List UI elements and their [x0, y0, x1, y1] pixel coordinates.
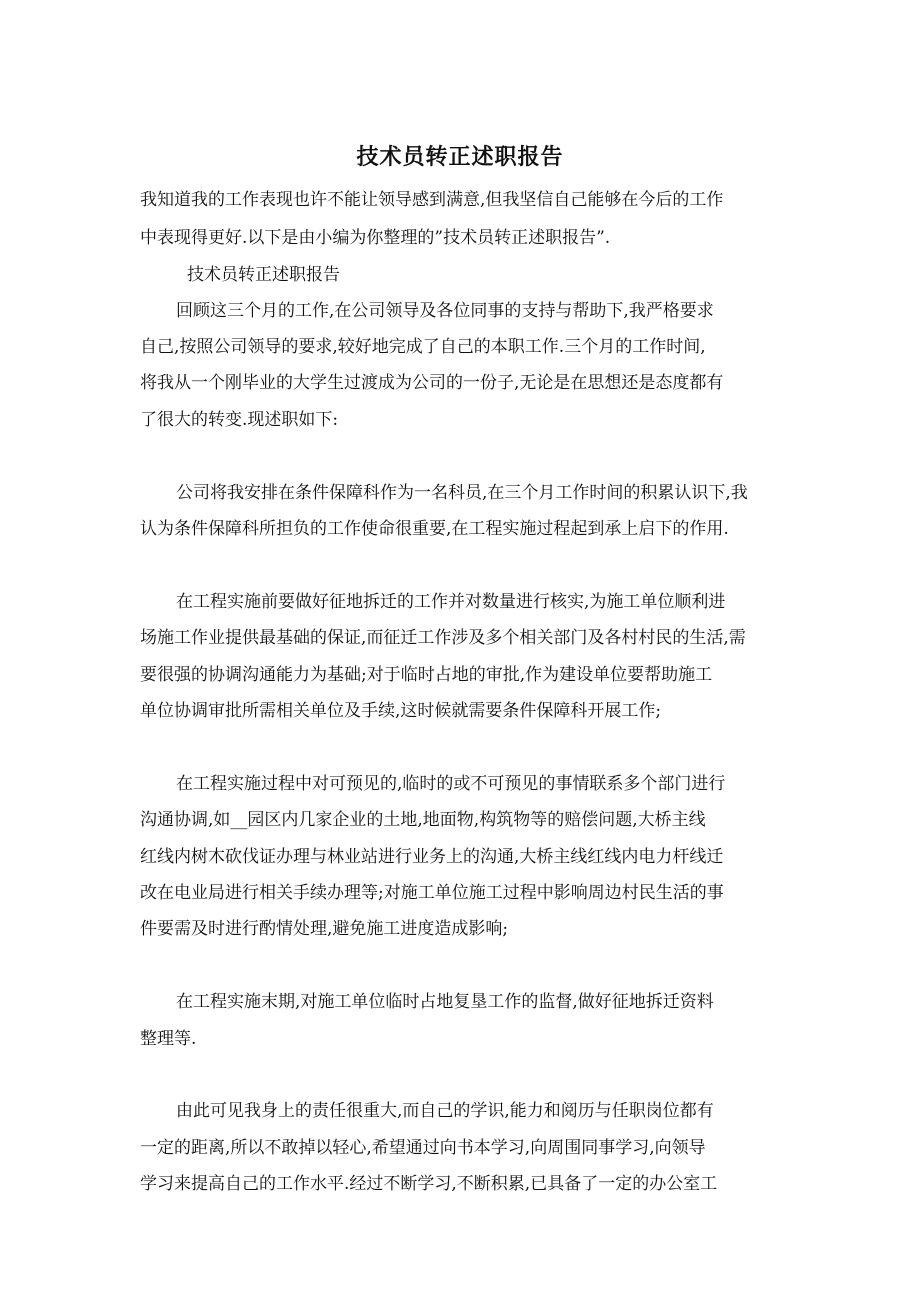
- paragraph-line: 整理等.: [140, 1029, 197, 1049]
- paragraph-line: 回顾这三个月的工作,在公司领导及各位同事的支持与帮助下,我严格要求: [176, 301, 714, 321]
- paragraph-line: 了很大的转变.现述职如下:: [140, 410, 339, 430]
- paragraph-line: 沟通协调,如__园区内几家企业的土地,地面物,构筑物等的赔偿问题,大桥主线: [140, 810, 706, 830]
- paragraph-line: 改在电业局进行相关手续办理等;对施工单位施工过程中影响周边村民生活的事: [140, 883, 724, 903]
- paragraph-line: 学习来提高自己的工作水平.经过不断学习,不断积累,已具备了一定的办公室工: [140, 1174, 718, 1194]
- paragraph-line: 在工程实施过程中对可预见的,临时的或不可预见的事情联系多个部门进行: [176, 774, 726, 794]
- document-subtitle: 技术员转正述职报告: [187, 265, 340, 285]
- paragraph-line: 单位协调审批所需相关单位及手续,这时候就需要条件保障科开展工作;: [140, 701, 662, 721]
- document-title: 技术员转正述职报告: [356, 144, 564, 170]
- paragraph-line: 由此可见我身上的责任很重大,而自己的学识,能力和阅历与任职岗位都有: [176, 1101, 714, 1121]
- paragraph-line: 一定的距离,所以不敢掉以轻心,希望通过向书本学习,向周围同事学习,向领导: [140, 1138, 706, 1158]
- paragraph-line: 公司将我安排在条件保障科作为一名科员,在三个月工作时间的积累认识下,我: [176, 483, 748, 503]
- intro-line: 我知道我的工作表现也许不能让领导感到满意,但我坚信自己能够在今后的工作: [140, 190, 724, 210]
- paragraph-line: 认为条件保障科所担负的工作使命很重要,在工程实施过程起到承上启下的作用.: [140, 519, 729, 539]
- paragraph-line: 将我从一个刚毕业的大学生过渡成为公司的一份子,无论是在思想还是态度都有: [140, 373, 724, 393]
- paragraph-line: 场施工作业提供最基础的保证,而征迁工作涉及多个相关部门及各村村民的生活,需: [140, 628, 746, 648]
- paragraph-line: 自己,按照公司领导的要求,较好地完成了自己的本职工作.三个月的工作时间,: [140, 337, 706, 357]
- paragraph-line: 红线内树木砍伐证办理与林业站进行业务上的沟通,大桥主线红线内电力杆线迁: [140, 847, 724, 867]
- paragraph-line: 在工程实施末期,对施工单位临时占地复垦工作的监督,做好征地拆迁资料: [176, 992, 714, 1012]
- paragraph-line: 要很强的协调沟通能力为基础;对于临时占地的审批,作为建设单位要帮助施工: [140, 665, 713, 685]
- paragraph-line: 件要需及时进行酌情处理,避免施工进度造成影响;: [140, 919, 509, 939]
- intro-line: 中表现得更好.以下是由小编为你整理的”技术员转正述职报告”.: [140, 228, 611, 248]
- paragraph-line: 在工程实施前要做好征地拆迁的工作并对数量进行核实,为施工单位顺利进: [176, 592, 726, 612]
